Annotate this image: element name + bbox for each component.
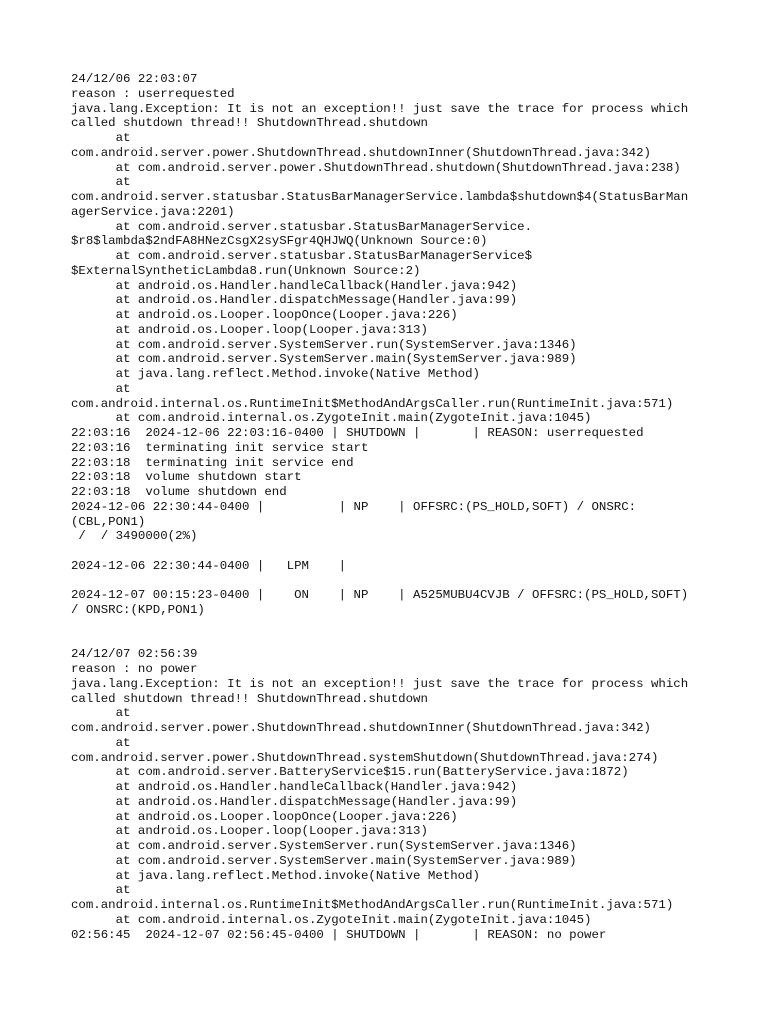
log-line: 24/12/06 22:03:07	[71, 72, 198, 86]
log-line: at android.os.Looper.loopOnce(Looper.java:226)	[71, 308, 458, 322]
log-line: at com.android.server.SystemServer.main(SystemServer.java:989)	[71, 352, 577, 367]
log-line: at android.os.Handler.dispatchMessage(Handler.java:99)	[71, 293, 518, 308]
log-line: 2024-12-07 00:15:23-0400 | ON | NP | A525MUBU4CVJB / OFFSRC:(PS_HOLD,SOFT)	[71, 588, 689, 603]
log-line: $r8$lambda$2ndFA8HNezCsgX2sySFgr4QHJWQ(Unknown Source:0)	[71, 234, 488, 249]
log-line: at android.os.Handler.dispatchMessage(Handler.java:99)	[71, 794, 518, 809]
log-line: at com.android.server.power.ShutdownThread.shutdown(ShutdownThread.java:238)	[71, 160, 681, 175]
log-line: at com.android.server.SystemServer.run(SystemServer.java:1346)	[71, 839, 577, 853]
log-line: at java.lang.reflect.Method.invoke(Native Method)	[71, 367, 480, 381]
log-line: 02:56:45 2024-12-07 02:56:45-0400 | SHUTDOWN | | REASON: no power	[71, 927, 607, 942]
log-line: at com.android.internal.os.ZygoteInit.main(ZygoteInit.java:1045)	[71, 411, 592, 426]
log-line: at com.android.internal.os.ZygoteInit.main(ZygoteInit.java:1045)	[71, 912, 592, 927]
blank-line	[71, 633, 711, 648]
log-line: at com.android.server.BatteryService$15.run(BatteryService.java:1872)	[71, 765, 629, 780]
log-line: at	[71, 175, 131, 190]
log-line: at	[71, 883, 131, 898]
log-line: at android.os.Looper.loop(Looper.java:313)	[71, 322, 428, 337]
log-line: reason : userrequested	[71, 86, 235, 101]
log-line: at java.lang.reflect.Method.invoke(Native Method)	[71, 868, 480, 883]
log-line: at	[71, 381, 131, 396]
log-line: reason : no power	[71, 662, 198, 676]
log-line: com.android.internal.os.RuntimeInit$MethodAndArgsCaller.run(RuntimeInit.java:571)	[71, 898, 674, 912]
log-line: at	[71, 131, 131, 145]
log-line: java.lang.Exception: It is not an exception!! just save the trace for process which	[71, 676, 689, 691]
log-line: $ExternalSyntheticLambda8.run(Unknown Source:2)	[71, 263, 421, 278]
log-line: 24/12/07 02:56:39	[71, 647, 198, 662]
log-line: at android.os.Looper.loopOnce(Looper.java:226)	[71, 809, 458, 824]
log-line: at com.android.server.SystemServer.main(SystemServer.java:989)	[71, 853, 577, 868]
blank-line	[71, 574, 711, 589]
log-line: at android.os.Looper.loop(Looper.java:313)	[71, 824, 428, 839]
log-line: 22:03:16 terminating init service start	[71, 440, 369, 455]
log-line: at android.os.Handler.handleCallback(Handler.java:942)	[71, 780, 518, 794]
log-document	[71, 72, 711, 942]
log-line: called shutdown thread!! ShutdownThread.shutdown	[71, 116, 428, 131]
log-line: agerService.java:2201)	[71, 204, 235, 219]
log-line: at com.android.server.statusbar.StatusBarManagerService.	[71, 219, 533, 234]
log-line: java.lang.Exception: It is not an exception!! just save the trace for process which	[71, 101, 689, 116]
log-line: 2024-12-06 22:30:44-0400 | | NP | OFFSRC:(PS_HOLD,SOFT) / ONSRC:	[71, 499, 637, 514]
log-line: com.android.server.power.ShutdownThread.systemShutdown(ShutdownThread.java:274)	[71, 750, 659, 765]
log-line: 2024-12-06 22:30:44-0400 | LPM |	[71, 558, 347, 573]
log-line: 22:03:18 volume shutdown end	[71, 485, 287, 499]
log-line: com.android.server.statusbar.StatusBarManagerService.lambda$shutdown$4(StatusBarMan	[71, 190, 689, 204]
log-line: at	[71, 735, 131, 750]
log-line: (CBL,PON1)	[71, 514, 146, 529]
log-line: / ONSRC:(KPD,PON1)	[71, 603, 205, 617]
blank-line	[71, 618, 711, 633]
log-line: com.android.server.power.ShutdownThread.shutdownInner(ShutdownThread.java:342)	[71, 145, 651, 160]
log-line: at com.android.server.statusbar.StatusBarManagerService$	[71, 249, 533, 263]
log-line: at	[71, 706, 131, 721]
blank-line	[71, 544, 711, 559]
log-line: com.android.server.power.ShutdownThread.shutdownInner(ShutdownThread.java:342)	[71, 721, 651, 735]
log-line: called shutdown thread!! ShutdownThread.shutdown	[71, 691, 428, 706]
log-line: 22:03:16 2024-12-06 22:03:16-0400 | SHUTDOWN | | REASON: userrequested	[71, 426, 644, 440]
log-line: at com.android.server.SystemServer.run(SystemServer.java:1346)	[71, 337, 577, 352]
log-line: at android.os.Handler.handleCallback(Handler.java:942)	[71, 278, 518, 293]
log-line: 22:03:18 volume shutdown start	[71, 470, 302, 485]
log-line: / / 3490000(2%)	[71, 529, 198, 544]
log-line: com.android.internal.os.RuntimeInit$MethodAndArgsCaller.run(RuntimeInit.java:571)	[71, 396, 674, 411]
log-line: 22:03:18 terminating init service end	[71, 455, 354, 470]
